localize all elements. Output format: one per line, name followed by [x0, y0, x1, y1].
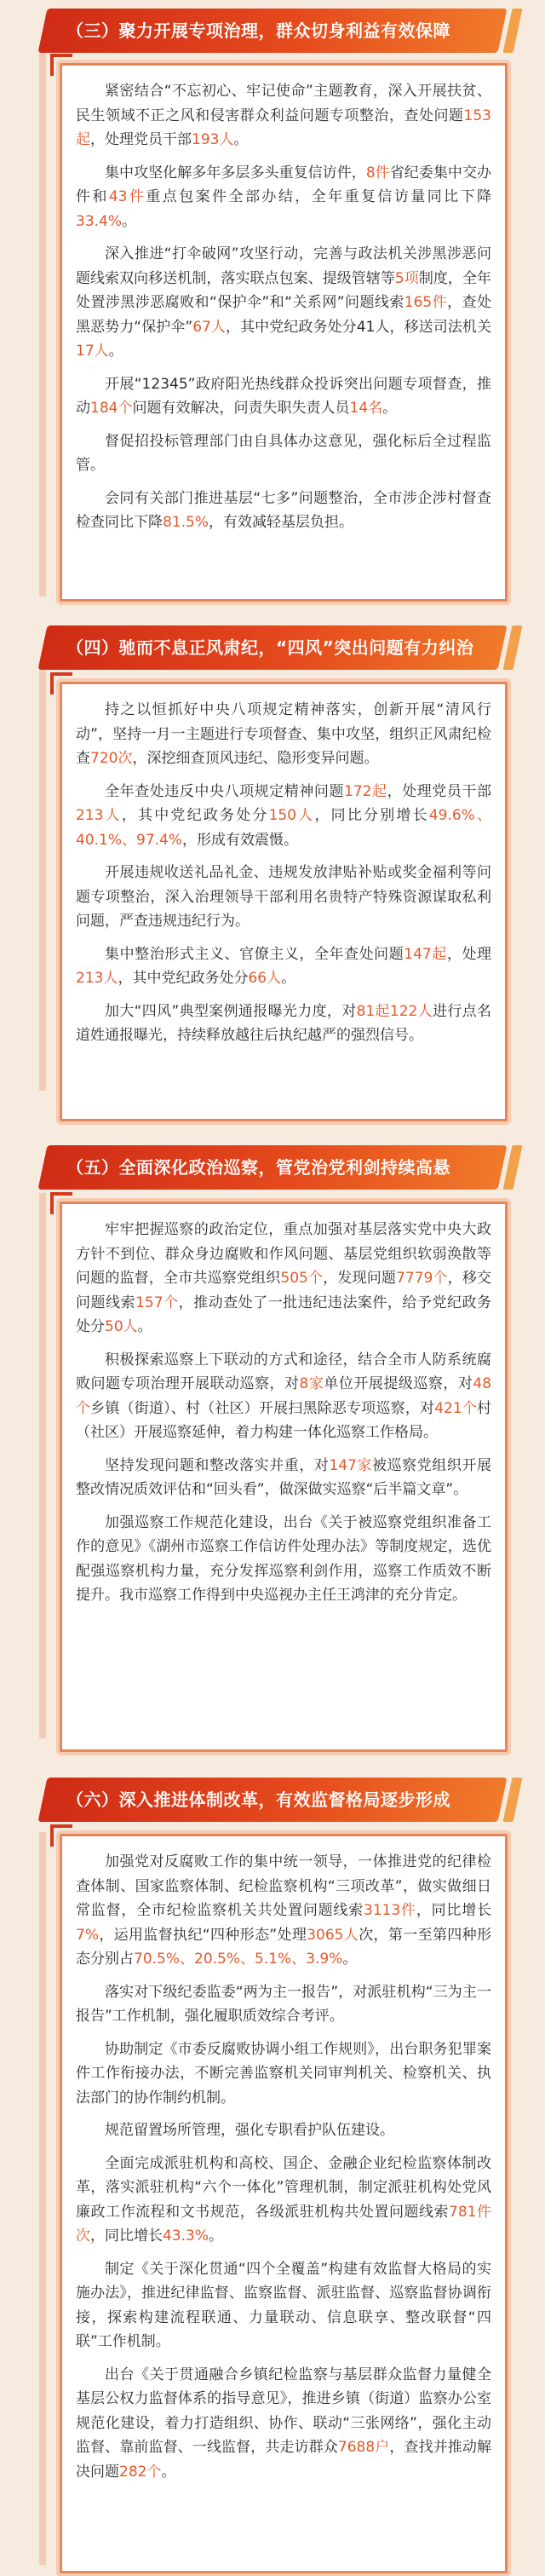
decorative-rail	[39, 51, 46, 596]
highlight-figure: 165件	[404, 294, 448, 311]
section-title: （四）驰而不息正风肃纪，“四风”突出问题有力纠治	[66, 637, 474, 658]
highlight-figure: 33.4%	[76, 212, 123, 230]
paragraph: 加强巡察工作规范化建设，出台《关于被巡察党组织准备工作的意见》《湖州市巡察工作信访件处理办法》等制度规定，选优配强巡察机构力量，充分发挥巡察利剑作用，巡察工作质效不断提升。我市巡察工作得到中央巡视办主任王鸿津的充分肯定。	[76, 1513, 491, 1604]
highlight-figure: 184个	[90, 400, 133, 417]
section-body	[62, 1204, 505, 1628]
highlight-figure: 14名	[349, 400, 383, 417]
highlight-figure: 150人	[268, 807, 315, 824]
highlight-figure: 81起122人	[356, 1002, 433, 1020]
highlight-figure: 7688户	[337, 2439, 390, 2456]
highlight-figure: 48个	[76, 1375, 492, 1417]
section-panel-6	[60, 1834, 508, 2573]
paragraph: 会同有关部门推进基层“七多”问题整治，全市涉企涉村督查检查同比下降81.5%，有效减轻基层负担。	[76, 489, 491, 531]
highlight-figure: 5项	[394, 269, 419, 287]
section-banner-6	[37, 1778, 507, 1822]
section-banner-4	[37, 625, 507, 670]
highlight-figure: 172起	[344, 782, 387, 800]
paragraph: 全面完成派驻机构和高校、国企、金融企业纪检监察体制改革，落实派驻机构“六个一体化”管理机制，制定派驻机构处党风廉政工作流程和文书规范，各级派驻机构共处置问题线索781件次，同比增长43.3%。	[76, 2154, 492, 2245]
highlight-figure: 781件次	[76, 2203, 492, 2245]
paragraph: 协助制定《市委反腐败协调小组工作规则》，出台职务犯罪案件工作衔接办法，不断完善监察机关同审判机关、检察机关、执法部门的协作制约机制。	[76, 2040, 491, 2106]
paragraph: 开展违规收送礼品礼金、违规发放津贴补贴或奖金福利等问题专项整治，深入治理领导干部利用名贵特产特殊资源谋取私利问题，严查违规违纪行为。	[76, 864, 491, 930]
highlight-figure: 8家	[299, 1375, 324, 1392]
paragraph: 集中攻坚化解多年多层多头重复信访件，8件省纪委集中交办件和43件重点包案件全部办结，全年重复信访量同比下降33.4%。	[76, 164, 492, 230]
highlight-figure: 213人	[76, 970, 118, 987]
highlight-figure: 153起	[76, 107, 491, 148]
highlight-figure: 505个	[280, 1270, 324, 1287]
paragraph: 坚持发现问题和整改落实并重，对147家被巡察党组织开展整改情况质效评估和“回头看”，做深做实巡察“后半篇文章”。	[76, 1456, 491, 1498]
highlight-figure: 193人	[192, 131, 234, 148]
paragraph: 紧密结合“不忘初心、牢记使命”主题教育，深入开展扶贫、民生领域不正之风和侵害群众利益问题专项整治，查处问题153起，处理党员干部193人。	[76, 83, 491, 148]
highlight-figure: 17人	[76, 343, 109, 360]
highlight-figure: 43件	[108, 188, 146, 205]
decorative-rail	[39, 665, 46, 1091]
section-panel-5	[60, 1202, 508, 1752]
section-body	[62, 66, 505, 556]
highlight-figure: 43.3%	[163, 2227, 209, 2245]
section-body	[62, 1836, 505, 2504]
paragraph: 规范留置场所管理，强化专职看护队伍建设。	[105, 2122, 394, 2139]
highlight-figure: 67人	[192, 318, 227, 336]
paragraph: 积极探索巡察上下联动的方式和途径，结合全市人防系统腐败问题专项治理开展联动巡察，对8家单位开展提级巡察，对48个乡镇（街道）、村（社区）开展扫黑除恶专项巡察，对421个村（社区）开展巡察延伸，着力构建一体化巡察工作格局。	[76, 1351, 492, 1441]
section-panel-3	[60, 63, 508, 602]
section-banner-3	[37, 9, 507, 53]
paragraph: 开展“12345”政府阳光热线群众投诉突出问题专项督查，推动184个问题有效解决，问责失职失责人员14名。	[76, 375, 491, 417]
paragraph: 落实对下级纪委监委“两为主一报告”，对派驻机构“三为主一报告”工作机制，强化履职质效综合考评。	[76, 1983, 491, 2025]
section-banner-5	[37, 1145, 507, 1190]
decorative-rail	[39, 1193, 46, 1738]
section-title: （三）聚力开展专项治理，群众切身利益有效保障	[66, 20, 450, 41]
paragraph: 深入推进“打伞破网”攻坚行动，完善与政法机关涉黑涉恶问题线索双向移送机制，落实联点包案、提级管辖等5项制度，全年处置涉黑涉恶腐败和“保护伞”和“关系网”问题线索165件，查处黑恶势力“保护伞”67人，其中党纪政务处分41人，移送司法机关17人。	[76, 245, 491, 360]
highlight-figure: 7779个	[396, 1270, 448, 1287]
highlight-figure: 282个	[119, 2463, 162, 2481]
paragraph: 制定《关于深化贯通“四个全覆盖”构建有效监督大格局的实施办法》，推进纪律监督、监察监督、派驻监督、巡察监督协调衔接，探索构建流程联通、力量联动、信息联享、整改联督“四联”工作机制。	[76, 2260, 491, 2350]
paragraph: 督促招投标管理部门由自具体办这意见，强化标后全过程监管。	[76, 432, 491, 474]
section-panel-4	[60, 682, 508, 1121]
highlight-figure: 147家	[329, 1456, 373, 1474]
paragraph: 加强党对反腐败工作的集中统一领导，一体推进党的纪律检查体制、国家监察体制、纪检监察机构“三项改革”，做实做细日常监督，全市纪检监察机关共处置问题线索3113件，同比增长7%，运用监督执纪“四种形态”处理3065人次，第一至第四种形态分别占70.5%、20.5%、5.1%、3.9%。	[76, 1853, 492, 1968]
highlight-figure: 49.6%、40.1%、97.4%	[76, 807, 491, 849]
highlight-figure: 7%	[76, 1926, 99, 1944]
highlight-figure: 81.5%	[163, 514, 209, 531]
highlight-figure: 3113件	[364, 1902, 416, 1919]
paragraph: 全年查处违反中央八项规定精神问题172起，处理党员干部213人，其中党纪政务处分150人，同比分别增长49.6%、40.1%、97.4%，形成有效震慑。	[76, 782, 491, 849]
paragraph: 集中整治形式主义、官僚主义，全年查处问题147起，处理213人，其中党纪政务处分66人。	[76, 945, 492, 987]
paragraph: 牢牢把握巡察的政治定位，重点加强对基层落实党中央大政方针不到位、群众身边腐败和作风问题、基层党组织软弱涣散等问题的监督，全市共巡察党组织505个，发现问题7779个，移交问题线索157个，推动查处了一批违纪违法案件，给予党纪政务处分50人。	[76, 1221, 492, 1335]
highlight-figure: 3065人	[307, 1926, 359, 1944]
highlight-figure: 720次	[90, 750, 133, 767]
paragraph: 出台《关于贯通融合乡镇纪检监察与基层群众监督力量健全基层公权力监督体系的指导意见》，推进乡镇（街道）监察办公室规范化建设，着力打造组织、协作、联动“三张网络”，强化主动监督、靠前监督、一线监督，共走访群众7688户，查找并推动解决问题282个。	[76, 2366, 492, 2481]
section-title: （五）全面深化政治巡察，管党治党利剑持续高悬	[66, 1157, 450, 1178]
section-title: （六）深入推进体制改革，有效监督格局逐步形成	[66, 1789, 450, 1810]
highlight-figure: 70.5%、20.5%、5.1%、3.9%	[134, 1951, 343, 1968]
highlight-figure: 147起	[404, 945, 447, 963]
highlight-figure: 66人	[248, 970, 282, 987]
highlight-figure: 421个	[434, 1399, 478, 1417]
highlight-figure: 8件	[365, 164, 390, 182]
highlight-figure: 157个	[135, 1294, 179, 1311]
highlight-figure: 50人	[105, 1318, 138, 1335]
highlight-figure: 213人	[76, 807, 122, 824]
paragraph: 持之以恒抓好中央八项规定精神落实，创新开展“清风行动”，坚持一月一主题进行专项督查、集中攻坚，组织正风肃纪检查720次，深挖细查顶风违纪、隐形变异问题。	[76, 701, 491, 767]
section-body	[62, 684, 505, 1069]
decorative-rail	[39, 1832, 46, 2565]
paragraph: 加大“四风”典型案例通报曝光力度，对81起122人进行点名道姓通报曝光，持续释放越往后执纪越严的强烈信号。	[76, 1002, 491, 1044]
